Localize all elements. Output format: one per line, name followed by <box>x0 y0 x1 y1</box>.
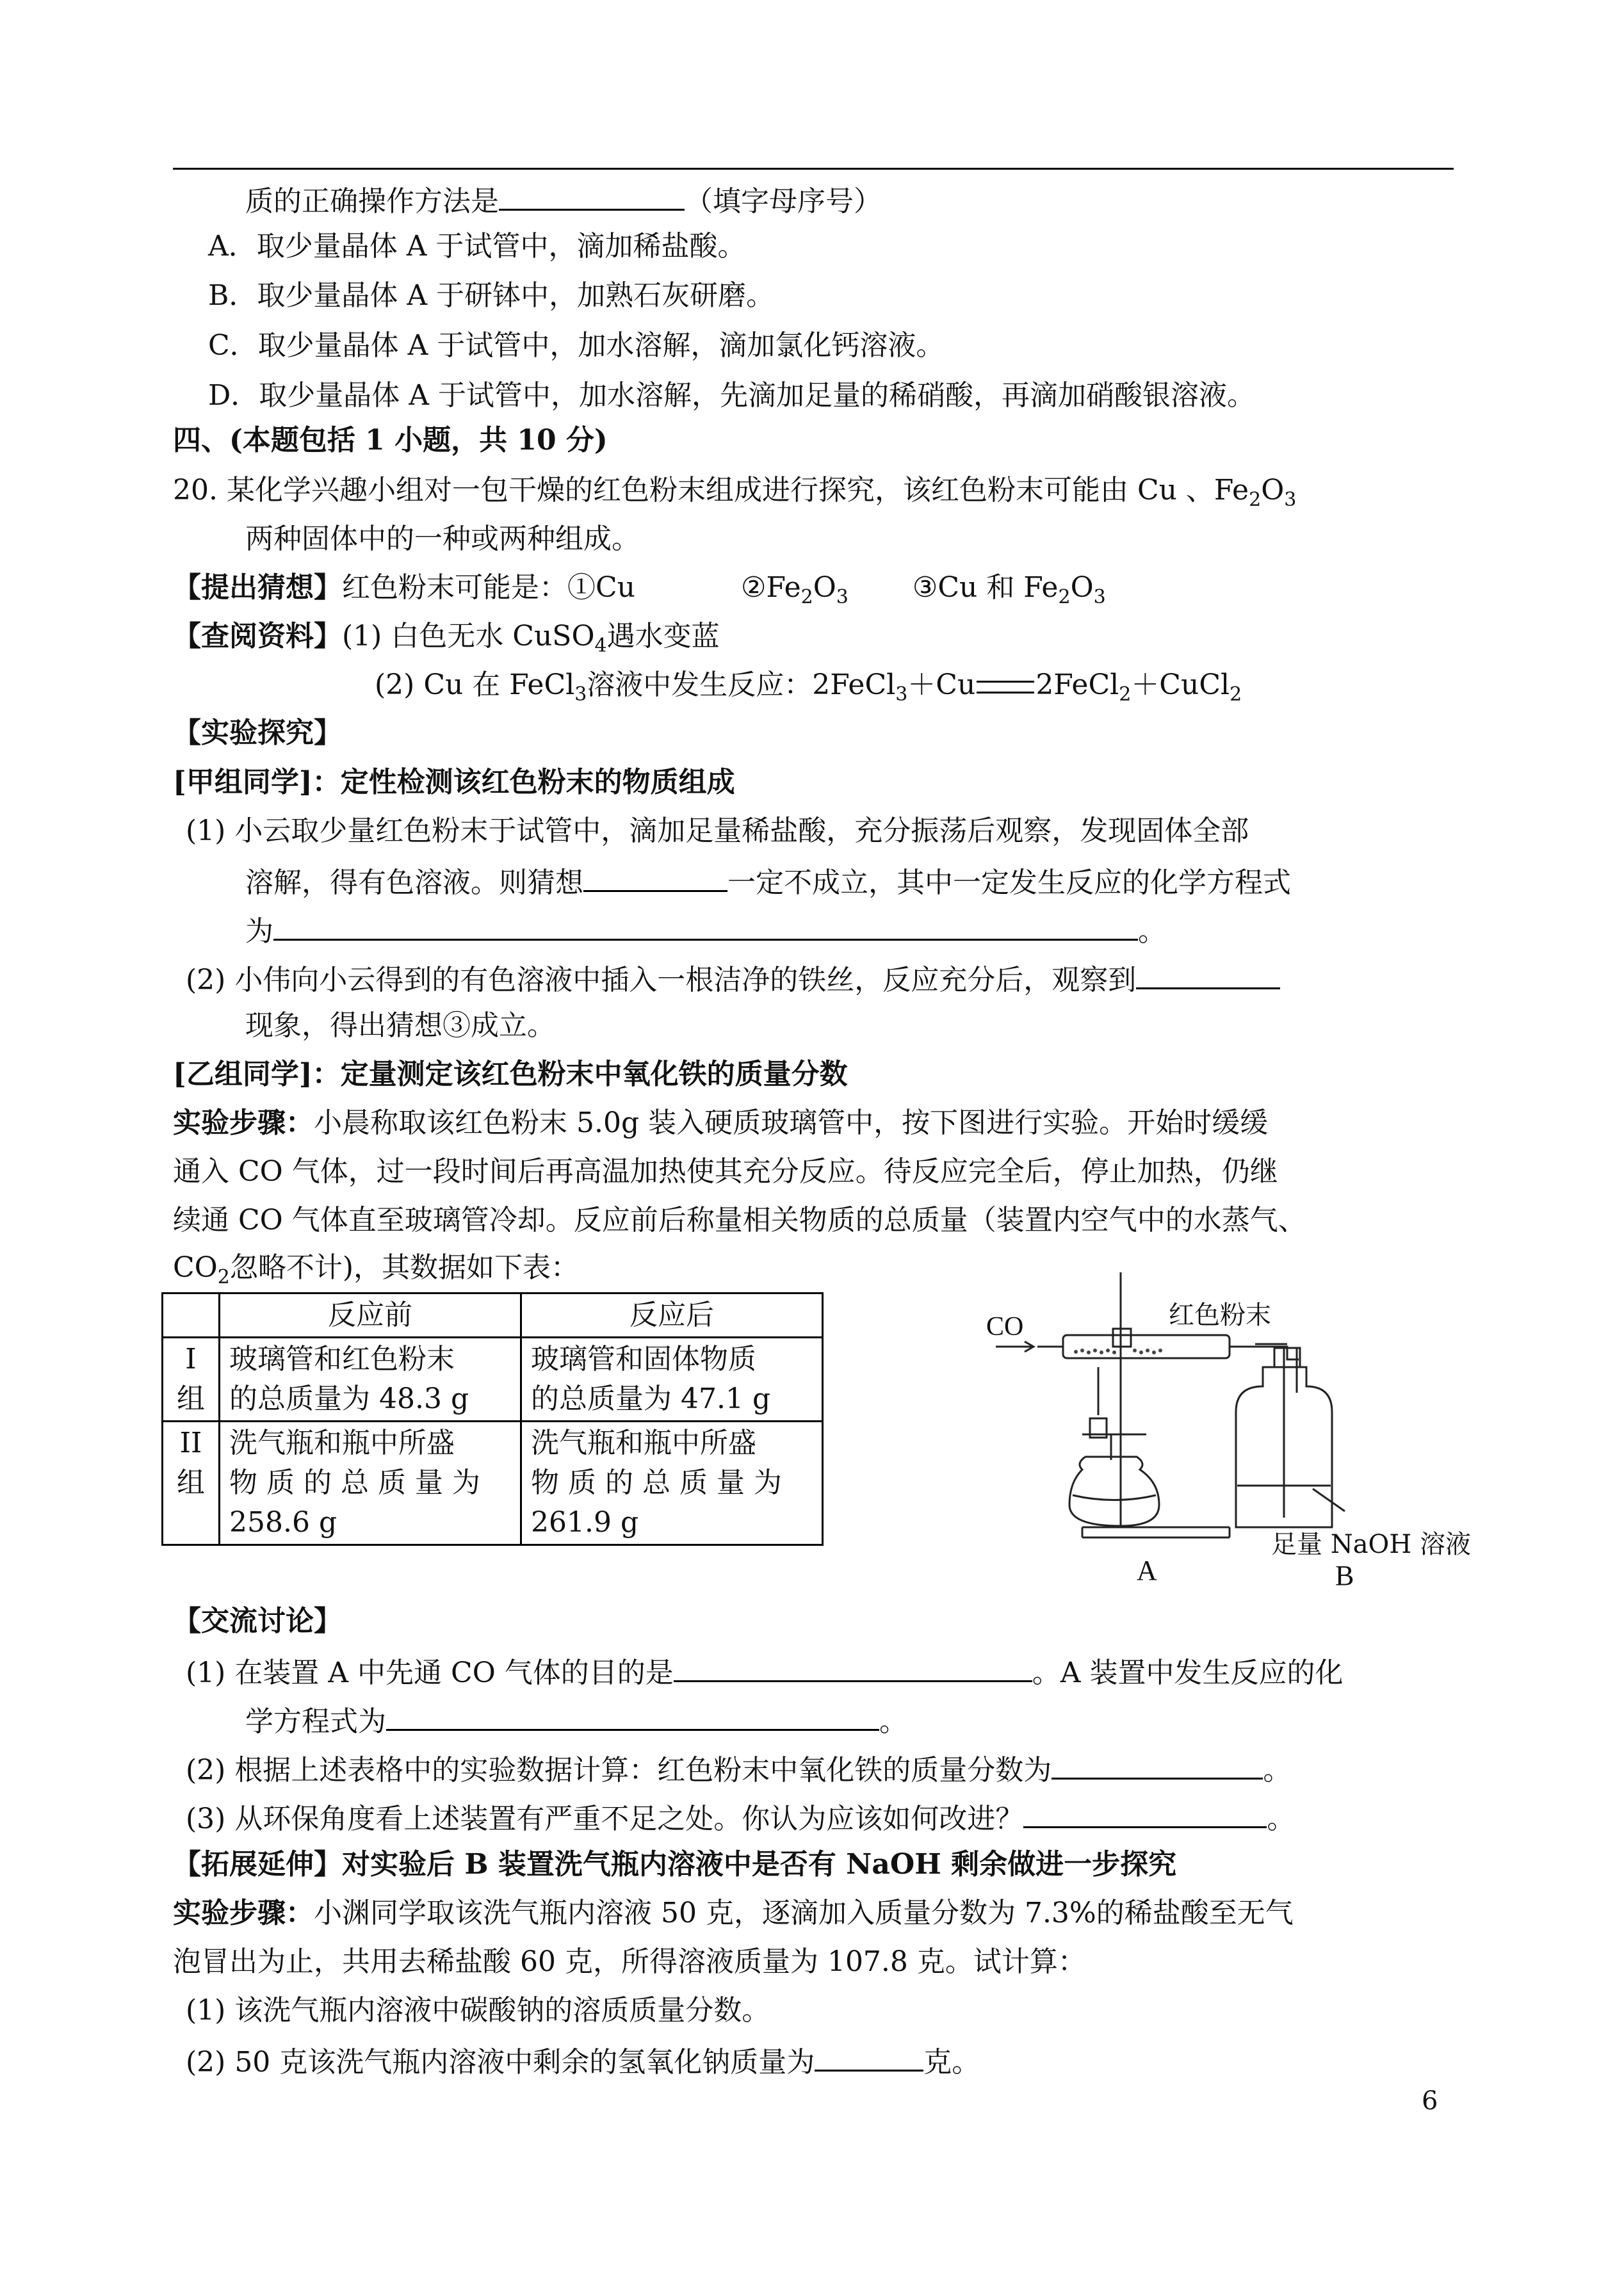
red-powder <box>1074 1349 1162 1354</box>
label-b: B <box>1335 1560 1354 1591</box>
group-a-q1-equation: 为 。 <box>245 909 1166 951</box>
answer-blank[interactable] <box>386 1699 879 1731</box>
extension-q2: (2) 50 克该洗气瓶内溶液中剩余的氢氧化钠质量为 克。 <box>186 2040 980 2082</box>
group-a-q1-cont: 溶解，得有色溶液。则猜想 一定不成立，其中一定发生反应的化学方程式 <box>245 861 1291 902</box>
apparatus-diagram <box>973 1265 1486 1610</box>
alcohol-lamp <box>1069 1457 1159 1526</box>
data-table <box>161 1292 824 1546</box>
answer-blank[interactable] <box>1136 958 1280 989</box>
question-20: 20. 某化学兴趣小组对一包干燥的红色粉末组成进行探究，该红色粉末可能由 Cu 、$Fe_2O_3$ <box>173 474 1297 511</box>
answer-blank[interactable] <box>1052 1748 1263 1780</box>
reference-line-2: (2) Cu 在 FeCl$_3$溶液中发生反应：2FeCl$_3$＋Cu 2FeCl$_2$＋CuCl$_2$ <box>375 669 1242 706</box>
naoh-label: 足量 NaOH 溶液 <box>1271 1530 1471 1559</box>
group-1-label: I 组 <box>163 1338 220 1422</box>
extension-heading: 【拓展延伸】对实验后 B 装置洗气瓶内溶液中是否有 NaOH 剩余做进一步探究 <box>173 1848 1177 1881</box>
group-a-q2: (2) 小伟向小云得到的有色溶液中插入一根洁净的铁丝，反应充分后，观察到 <box>186 958 1280 1000</box>
procedure-line-3: 续通 CO 气体直至玻璃管冷却。反应前后称量相关物质的总质量（装置内空气中的水蒸气、 <box>173 1204 1306 1237</box>
option-b: B．取少量晶体 A 于研钵中，加熟石灰研磨。 <box>208 279 775 312</box>
group-a-q2-cont: 现象，得出猜想③成立。 <box>245 1009 555 1042</box>
label-a: A <box>1137 1555 1157 1586</box>
discussion-heading: 【交流讨论】 <box>173 1605 342 1637</box>
procedure-line-1: 实验步骤：小晨称取该红色粉末 5.0g 装入硬质玻璃管中，按下图进行实验。开始时缓缓 <box>173 1107 1269 1139</box>
row-1-after: 玻璃管和固体物质 的总质量为 47.1 g <box>521 1338 823 1422</box>
group-2-label: II 组 <box>163 1422 220 1545</box>
table-corner <box>163 1293 220 1338</box>
page-number: 6 <box>1422 2086 1438 2116</box>
powder-label: 红色粉末 <box>1169 1301 1271 1330</box>
option-a: A．取少量晶体 A 于试管中，滴加稀盐酸。 <box>208 230 746 263</box>
answer-blank[interactable] <box>583 861 727 892</box>
equals-sign <box>977 681 1034 693</box>
discussion-q1: (1) 在装置 A 中先通 CO 气体的目的是 。A 装置中发生反应的化 <box>186 1651 1344 1692</box>
hypothesis-line: 【提出猜想】红色粉末可能是：①Cu $②Fe_2O_3$ ③Cu 和 $Fe_2O_3$ <box>173 571 1106 608</box>
group-a-heading: [甲组同学]：定性检测该红色粉末的物质组成 <box>173 766 735 799</box>
clamp <box>1113 1329 1131 1347</box>
header-after: 反应后 <box>521 1293 823 1338</box>
discussion-q2: (2) 根据上述表格中的实验数据计算：红色粉末中氧化铁的质量分数为 。 <box>186 1748 1291 1790</box>
procedure-line-4: $CO_2$忽略不计)，其数据如下表： <box>173 1251 580 1288</box>
procedure-line-2: 通入 CO 气体，过一段时间后再高温加热使其充分反应。待反应完全后，停止加热，仍继 <box>173 1155 1278 1188</box>
group-b-heading: [乙组同学]：定量测定该红色粉末中氧化铁的质量分数 <box>173 1058 848 1091</box>
extension-line-1: 实验步骤：小渊同学取该洗气瓶内溶液 50 克，逐滴加入质量分数为 7.3%的稀盐酸至无气 <box>173 1897 1294 1929</box>
header-before: 反应前 <box>220 1293 521 1338</box>
answer-blank[interactable] <box>1023 1797 1267 1828</box>
question-line: 质的正确操作方法是 （填字母序号） <box>245 179 882 221</box>
glass-tube <box>1063 1335 1230 1358</box>
answer-blank[interactable] <box>273 909 1138 941</box>
extension-line-2: 泡冒出为止，共用去稀盐酸 60 克，所得溶液质量为 107.8 克。试计算： <box>173 1945 1086 1978</box>
row-2-before: 洗气瓶和瓶中所盛 物 质 的 总 质 量 为 258.6 g <box>220 1422 521 1545</box>
option-d: D．取少量晶体 A 于试管中，加水溶解，先滴加足量的稀硝酸，再滴加硝酸银溶液。 <box>208 379 1256 412</box>
section-heading: 四、(本题包括 1 小题，共 10 分) <box>173 424 608 457</box>
co-label: CO <box>986 1312 1024 1342</box>
extension-q1: (1) 该洗气瓶内溶液中碳酸钠的溶质质量分数。 <box>186 1994 770 2027</box>
header-rule <box>173 168 1454 170</box>
question-20-cont: 两种固体中的一种或两种组成。 <box>245 523 640 555</box>
option-c: C．取少量晶体 A 于试管中，加水溶解，滴加氯化钙溶液。 <box>208 329 945 362</box>
discussion-q3: (3) 从环保角度看上述装置有严重不足之处。你认为应该如何改进？ 。 <box>186 1797 1295 1838</box>
answer-blank[interactable] <box>499 179 685 211</box>
answer-blank[interactable] <box>674 1651 1032 1682</box>
discussion-q1-cont: 学方程式为 。 <box>245 1699 907 1741</box>
reference-line-1: 【查阅资料】(1) 白色无水 CuSO$_4$遇水变蓝 <box>173 620 720 657</box>
experiment-heading: 【实验探究】 <box>173 717 342 749</box>
group-a-q1: (1) 小云取少量红色粉末于试管中，滴加足量稀盐酸，充分振荡后观察，发现固体全部 <box>186 815 1249 847</box>
answer-blank[interactable] <box>815 2040 923 2072</box>
row-2-after: 洗气瓶和瓶中所盛 物 质 的 总 质 量 为 261.9 g <box>521 1422 823 1545</box>
row-1-before: 玻璃管和红色粉末 的总质量为 48.3 g <box>220 1338 521 1422</box>
